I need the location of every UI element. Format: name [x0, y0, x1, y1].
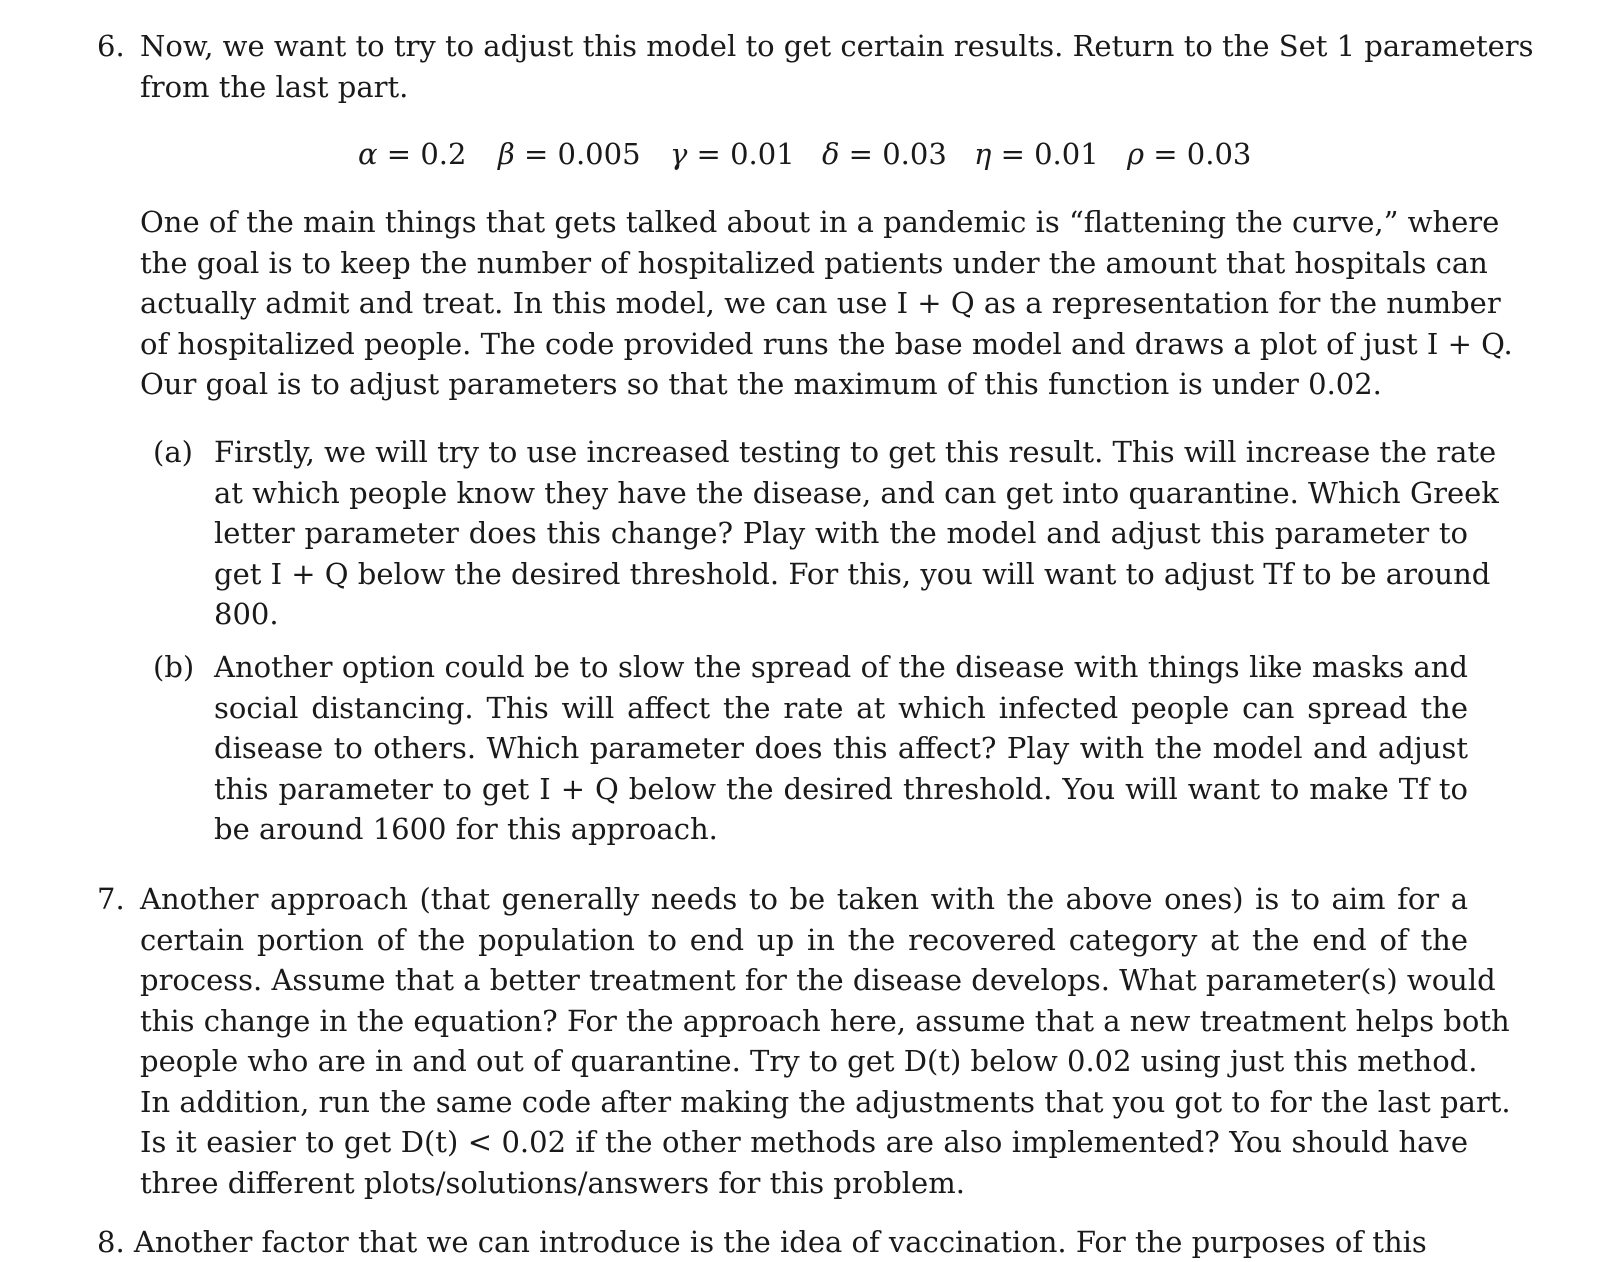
text-line: Is it easier to get D(t) < 0.02 if the other methods are also implemented? You should have [140, 1125, 1468, 1159]
problem-7-text [140, 879, 1511, 1203]
parameter-gamma: γ = 0.01 [670, 137, 795, 171]
text-line: Now, we want to try to adjust this model to get certain results. Return to the Set 1 parameters [140, 29, 1534, 63]
part-a-label: (a) [153, 435, 193, 469]
text-line: of hospitalized people. The code provided runs the base model and draws a plot of just I + Q. [140, 326, 1513, 361]
text-line: letter parameter does this change? Play with the model and adjust this parameter to [214, 516, 1468, 550]
text-line: process. Assume that a better treatment for the disease develops. What parameter(s) would [140, 963, 1496, 997]
parameter-beta: β = 0.005 [498, 137, 641, 171]
problem-number: 7. [97, 882, 125, 916]
text-line: the goal is to keep the number of hospitalized patients under the amount that hospitals can [140, 245, 1488, 280]
text-line: Another approach (that generally needs to be taken with the above ones) is to aim for a [140, 882, 1468, 916]
problem-8-cut-line: 8. Another factor that we can introduce is the idea of vaccination. For the purposes of this [97, 1225, 1427, 1259]
text-line: from the last part. [140, 69, 409, 104]
text-line: three different plots/solutions/answers for this problem. [140, 1165, 965, 1200]
text-line: be around 1600 for this approach. [214, 812, 718, 846]
text-line: disease to others. Which parameter does this affect? Play with the model and adjust [214, 731, 1468, 765]
text-line: at which people know they have the disease, and can get into quarantine. Which Greek [214, 475, 1499, 510]
problem-6-paragraph [140, 202, 1513, 405]
text-line: social distancing. This will affect the rate at which infected people can spread the [214, 690, 1468, 725]
parameter-alpha: α = 0.2 [358, 137, 467, 171]
parameter-eta: η = 0.01 [974, 137, 1099, 171]
text-line: One of the main things that gets talked about in a pandemic is “flattening the curve,” where [140, 205, 1500, 239]
text-line: this parameter to get I + Q below the desired threshold. You will want to make Tf to [214, 771, 1468, 806]
text-line: 800. [214, 597, 279, 631]
parameter-rho: ρ = 0.03 [1127, 137, 1252, 171]
text-line: Another option could be to slow the spread of the disease with things like masks and [214, 650, 1468, 684]
text-line: people who are in and out of quarantine. Try to get D(t) below 0.02 using just this method. [140, 1044, 1478, 1078]
text-line: actually admit and treat. In this model, we can use I + Q as a representation for the number [140, 286, 1501, 320]
part-b-text [214, 647, 1468, 850]
text-line: get I + Q below the desired threshold. For this, you will want to adjust Tf to be around [214, 556, 1491, 591]
text-line: Our goal is to adjust parameters so that the maximum of this function is under 0.02. [140, 367, 1382, 401]
problem-6-intro [140, 26, 1534, 107]
parameter-delta: δ = 0.03 [822, 137, 947, 171]
text-line: certain portion of the population to end up in the recovered category at the end of the [140, 922, 1468, 957]
text-line: this change in the equation? For the approach here, assume that a new treatment helps both [140, 1003, 1510, 1038]
text-line: In addition, run the same code after making the adjustments that you got to for the last part. [140, 1084, 1511, 1119]
problem-number: 6. [97, 29, 125, 63]
part-a-text [214, 432, 1499, 635]
text-line: Firstly, we will try to use increased testing to get this result. This will increase the rate [214, 435, 1497, 469]
part-b-label: (b) [153, 650, 195, 684]
